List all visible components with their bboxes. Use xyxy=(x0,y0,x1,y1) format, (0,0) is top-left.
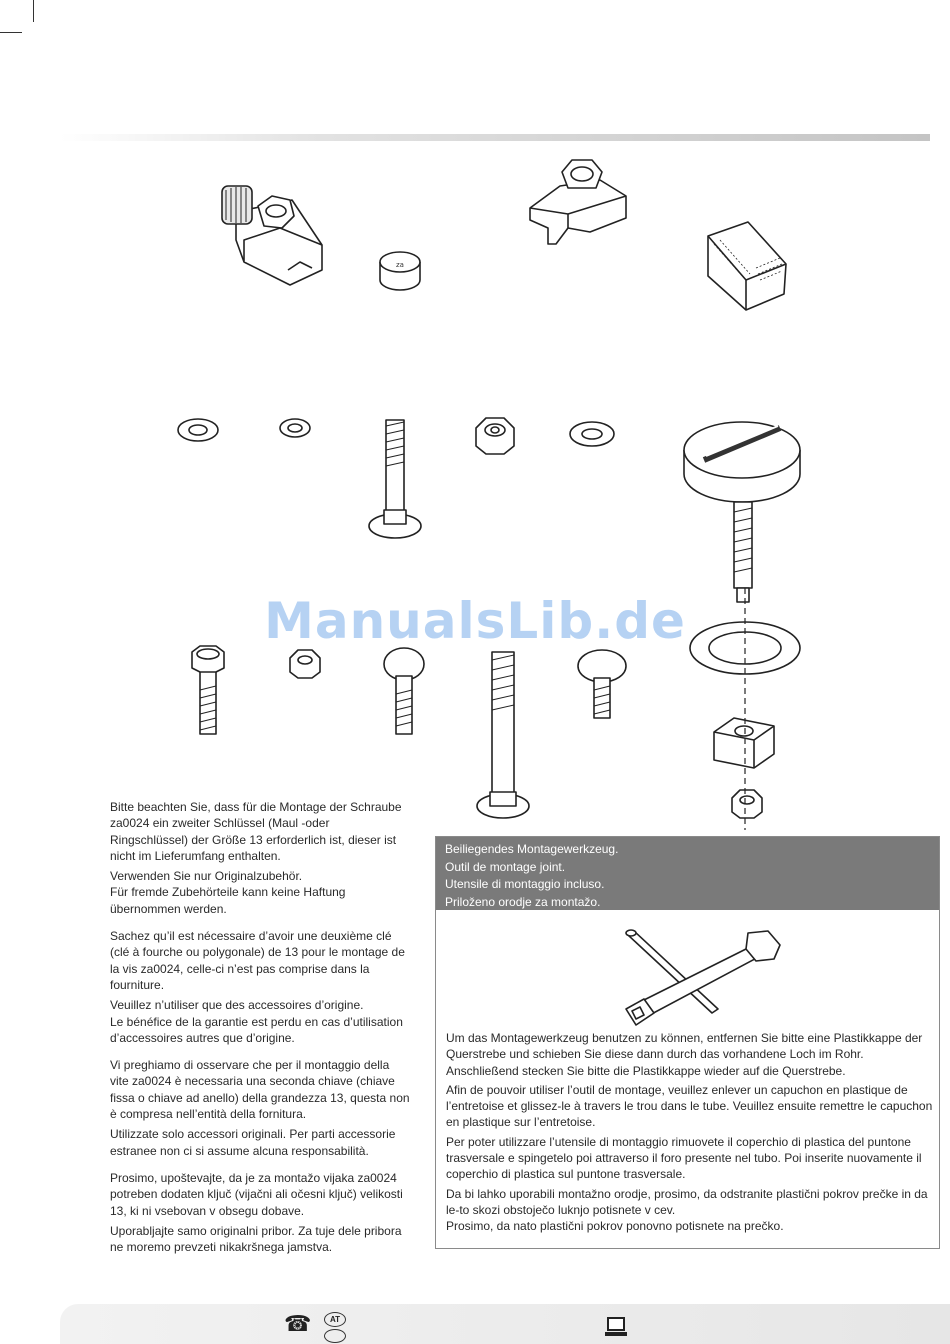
note-sl-original: Uporabljajte samo originalni pribor. Za tuje dele pribora ne moremo prevzeti nikakršnega jamstva. xyxy=(110,1223,402,1255)
footer-bar xyxy=(60,1304,950,1344)
phone-icon: ☎ xyxy=(284,1311,312,1336)
tool-text-it: Per poter utilizzare l’utensile di montaggio rimuovete il coperchio di plastica del puntone trasversale e spingetelo poi attraverso il foro presente nel tubo. Poi inserite nuovamente il coperchio di plastica sul puntone trasversale. xyxy=(446,1134,922,1182)
svg-text:za: za xyxy=(396,261,404,269)
thumb-screw-large xyxy=(684,422,800,602)
note-it-original: Utilizzate solo accessori originali. Per parti accessorie estranee non ci si assume alcuna responsabilità. xyxy=(110,1127,396,1158)
tool-text-de: Um das Montagewerkzeug benutzen zu können, entfernen Sie bitte eine Plastikkappe der Querstrebe und schieben Sie diese dann durch das vorhandene Loch im Rohr. Anschließend stecken Sie bitte die Plastikkappe wieder auf die Querstrebe. xyxy=(446,1031,923,1078)
lock-nut-1 xyxy=(476,418,514,454)
lock-nut-3 xyxy=(290,650,320,678)
tool-box-text xyxy=(446,1030,936,1238)
note-sl-key: Prosimo, upoštevajte, da je za montažo vijaka za0024 potreben dodaten ključ (vijačni ali očesni ključ) velikosti 13, ki ni vsebovan v obsegu dobave. xyxy=(110,1170,403,1218)
watermark: ManualsLib.de xyxy=(264,592,686,650)
split-washer xyxy=(570,422,614,446)
washer-small xyxy=(280,419,310,437)
tool-box-header xyxy=(436,837,939,910)
tool-header-sl: Priloženo orodje za montažo. xyxy=(445,894,601,909)
note-de-key: Bitte beachten Sie, dass für die Montage der Schraube za0024 ein zweiter Schlüssel (Maul -oder Ringschlüssel) der Größe 13 erforderlich ist, dieser ist nicht im Lieferumfang enthalten. xyxy=(110,800,402,863)
country-badge-empty xyxy=(324,1329,346,1343)
left-notes-column xyxy=(110,799,410,1255)
carriage-bolt-extra-long xyxy=(477,652,529,818)
note-fr-key: Sachez qu’il est nécessaire d’avoir une deuxième clé (clé à fourche ou polygonale) de 13 pour le montage de la vis za0024, celle-ci n’est pas comprise dans la fourniture. xyxy=(110,929,405,992)
tool-text-sl-1: Da bi lahko uporabili montažno orodje, prosimo, da odstranite plastični pokrov prečke in da le-to skozi obstoječo luknjo potisnete v cev. xyxy=(446,1186,928,1217)
lock-nut-2 xyxy=(732,790,762,818)
carriage-bolt-stub xyxy=(578,650,626,718)
tool-text-fr: Afin de pouvoir utiliser l’outil de montage, veuillez enlever un capuchon en plastique de l’entretoise et glissez-le à travers le trou dans le tube. Veuillez ensuite remettre le capuchon en plastique sur l’entretoise. xyxy=(446,1082,933,1130)
note-fr-original: Veuillez n’utiliser que des accessoires d’origine. xyxy=(110,998,364,1013)
tool-header-fr: Outil de montage joint. xyxy=(445,859,566,874)
tool-text-sl-2: Prosimo, da nato plastični pokrov ponovno potisnete na prečko. xyxy=(446,1219,784,1234)
square-nut xyxy=(714,718,774,768)
note-de-liability: Für fremde Zubehörteile kann keine Haftung übernommen werden. xyxy=(110,885,346,916)
hex-bolt xyxy=(192,646,224,734)
country-badge: AT xyxy=(324,1312,346,1327)
toothed-block-part xyxy=(708,222,786,310)
clamp-knob-part-1 xyxy=(222,186,322,285)
washer-large xyxy=(178,419,218,441)
tool-header-de: Beiliegendes Montagewerkzeug. xyxy=(445,842,619,856)
laptop-icon xyxy=(605,1315,627,1339)
carriage-bolt-short xyxy=(384,648,424,734)
tool-header-it: Utensile di montaggio incluso. xyxy=(445,877,605,891)
tool-box xyxy=(435,836,940,1249)
carriage-bolt-long xyxy=(369,420,421,538)
assembly-tool-illustration xyxy=(608,925,788,1033)
note-fr-liability: Le bénéfice de la garantie est perdu en cas d’utilisation d’accessoires autres que d’origine. xyxy=(110,1014,403,1045)
plastic-cap-part xyxy=(380,252,420,290)
clamp-knob-part-2 xyxy=(530,160,626,244)
note-it-key: Vi preghiamo di osservare che per il montaggio della vite za0024 è necessaria una seconda chiave (chiave fissa o chiave ad anello) della grandezza 13, questa non è compresa nell’entità della fornitura. xyxy=(110,1058,410,1122)
note-de-original: Verwenden Sie nur Originalzubehör. xyxy=(110,869,303,884)
